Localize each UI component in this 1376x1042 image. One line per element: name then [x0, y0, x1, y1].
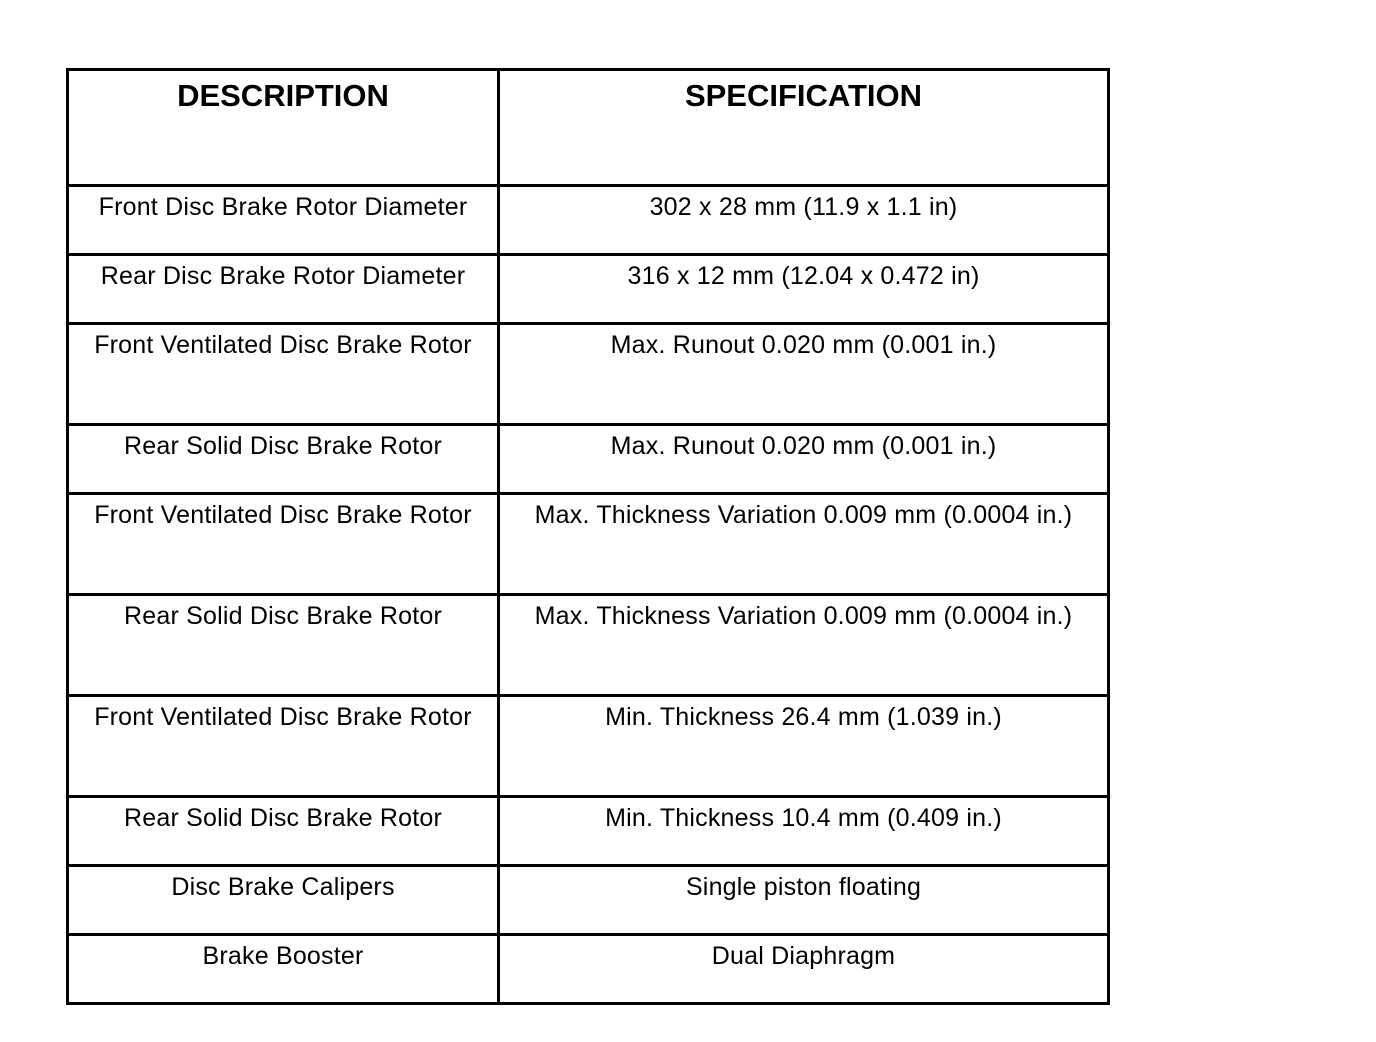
- table-row: [68, 186, 1109, 255]
- specification-cell: Min. Thickness 10.4 mm (0.409 in.): [499, 797, 1109, 866]
- table-row: [68, 425, 1109, 494]
- header-specification: SPECIFICATION: [499, 70, 1109, 186]
- table-row: [68, 255, 1109, 324]
- description-cell: Front Ventilated Disc Brake Rotor: [68, 696, 499, 797]
- specification-cell: 302 x 28 mm (11.9 x 1.1 in): [499, 186, 1109, 255]
- description-cell: Brake Booster: [68, 935, 499, 1004]
- table-row: [68, 324, 1109, 425]
- specification-cell: Max. Runout 0.020 mm (0.001 in.): [499, 425, 1109, 494]
- specification-cell: Max. Runout 0.020 mm (0.001 in.): [499, 324, 1109, 425]
- description-cell: Rear Solid Disc Brake Rotor: [68, 595, 499, 696]
- specification-cell: Single piston floating: [499, 866, 1109, 935]
- header-description: DESCRIPTION: [68, 70, 499, 186]
- table-row: [68, 866, 1109, 935]
- table-row: [68, 696, 1109, 797]
- specification-cell: Min. Thickness 26.4 mm (1.039 in.): [499, 696, 1109, 797]
- description-cell: Front Ventilated Disc Brake Rotor: [68, 494, 499, 595]
- specification-cell: Max. Thickness Variation 0.009 mm (0.0004 in.): [499, 494, 1109, 595]
- table-row: [68, 494, 1109, 595]
- brake-specification-table: [66, 68, 1110, 1005]
- specification-cell: Max. Thickness Variation 0.009 mm (0.0004 in.): [499, 595, 1109, 696]
- table-row: [68, 595, 1109, 696]
- description-cell: Rear Solid Disc Brake Rotor: [68, 797, 499, 866]
- table-header-row: [68, 70, 1109, 186]
- description-cell: Front Disc Brake Rotor Diameter: [68, 186, 499, 255]
- table-row: [68, 935, 1109, 1004]
- specification-cell: 316 x 12 mm (12.04 x 0.472 in): [499, 255, 1109, 324]
- description-cell: Rear Disc Brake Rotor Diameter: [68, 255, 499, 324]
- specification-cell: Dual Diaphragm: [499, 935, 1109, 1004]
- description-cell: Front Ventilated Disc Brake Rotor: [68, 324, 499, 425]
- description-cell: Rear Solid Disc Brake Rotor: [68, 425, 499, 494]
- table-row: [68, 797, 1109, 866]
- description-cell: Disc Brake Calipers: [68, 866, 499, 935]
